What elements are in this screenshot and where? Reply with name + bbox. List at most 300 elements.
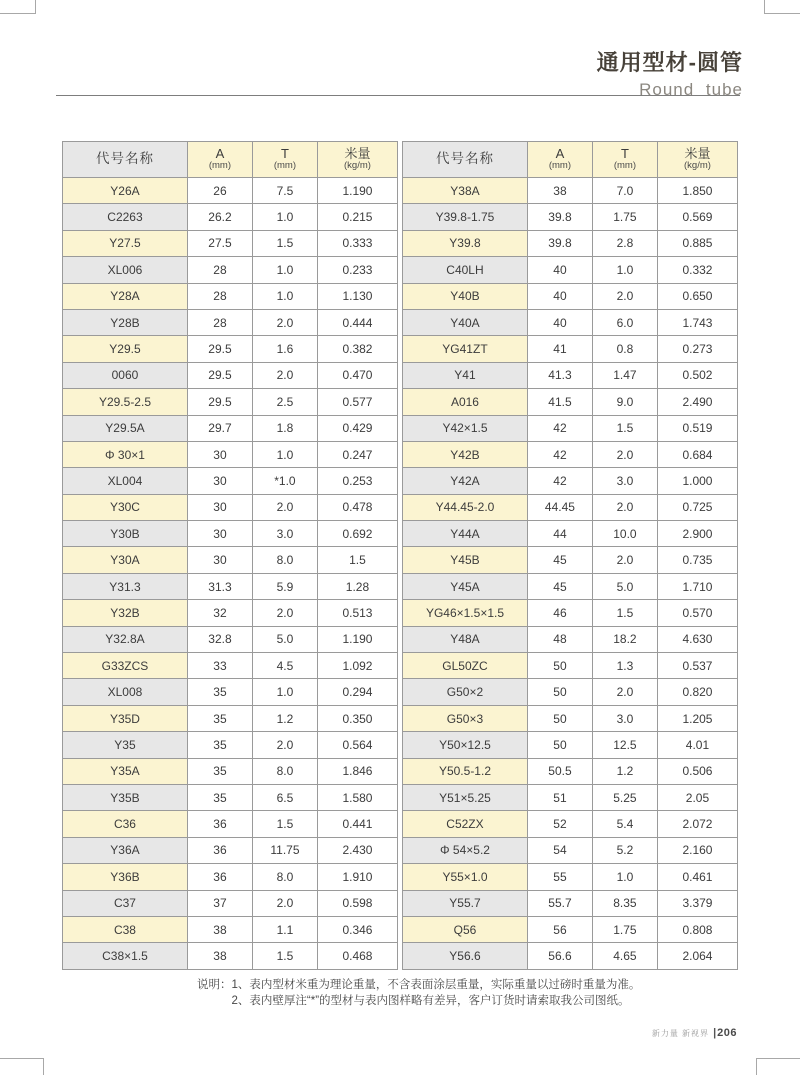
table-row <box>63 916 398 942</box>
column-header-weight: 米量 (kg/m) <box>657 142 737 178</box>
value-cell: 28 <box>187 283 252 309</box>
header-row <box>403 142 738 178</box>
value-cell: 0.820 <box>657 679 737 705</box>
code-name-cell: Y26A <box>63 178 188 204</box>
value-cell: 41.3 <box>527 362 592 388</box>
value-cell: 3.0 <box>252 521 317 547</box>
column-header-name: 代号名称 <box>403 142 528 178</box>
code-name-cell: Y29.5-2.5 <box>63 389 188 415</box>
column-header-a: A (mm) <box>187 142 252 178</box>
table-row <box>63 389 398 415</box>
code-name-cell: C38×1.5 <box>63 943 188 969</box>
table-row <box>403 784 738 810</box>
value-cell: 0.332 <box>657 257 737 283</box>
value-cell: 56 <box>527 916 592 942</box>
code-name-cell: Y39.8 <box>403 230 528 256</box>
value-cell: 42 <box>527 415 592 441</box>
table-row <box>63 943 398 969</box>
table-row <box>403 309 738 335</box>
value-cell: 42 <box>527 441 592 467</box>
code-name-cell: Y40A <box>403 309 528 335</box>
footnotes-items <box>232 977 641 1009</box>
table-row <box>63 468 398 494</box>
value-cell: 1.6 <box>252 336 317 362</box>
table-row <box>63 521 398 547</box>
code-name-cell: C38 <box>63 916 188 942</box>
code-name-cell: Y51×5.25 <box>403 784 528 810</box>
value-cell: 1.5 <box>592 415 657 441</box>
value-cell: 5.9 <box>252 573 317 599</box>
code-name-cell: Y36A <box>63 837 188 863</box>
value-cell: 28 <box>187 257 252 283</box>
value-cell: 0.233 <box>317 257 397 283</box>
table-row <box>63 573 398 599</box>
value-cell: 5.25 <box>592 784 657 810</box>
column-header-t: T (mm) <box>252 142 317 178</box>
value-cell: 0.273 <box>657 336 737 362</box>
table-row <box>63 705 398 731</box>
value-cell: 8.35 <box>592 890 657 916</box>
code-name-cell: Y32.8A <box>63 626 188 652</box>
value-cell: 1.75 <box>592 916 657 942</box>
value-cell: 36 <box>187 811 252 837</box>
value-cell: 3.379 <box>657 890 737 916</box>
value-cell: 2.0 <box>252 732 317 758</box>
value-cell: 40 <box>527 257 592 283</box>
value-cell: 1.743 <box>657 309 737 335</box>
value-cell: 55 <box>527 864 592 890</box>
table-row <box>403 415 738 441</box>
code-name-cell: Φ 54×5.2 <box>403 837 528 863</box>
code-name-cell: C52ZX <box>403 811 528 837</box>
value-cell: 1.0 <box>592 257 657 283</box>
value-cell: 0.735 <box>657 547 737 573</box>
table-row <box>403 653 738 679</box>
code-name-cell: Y44.45-2.0 <box>403 494 528 520</box>
value-cell: 35 <box>187 732 252 758</box>
value-cell: 4.5 <box>252 653 317 679</box>
table-row <box>63 178 398 204</box>
value-cell: 27.5 <box>187 230 252 256</box>
crop-mark-bottom-left <box>0 1058 44 1075</box>
value-cell: 2.0 <box>252 494 317 520</box>
table-row <box>63 204 398 230</box>
table-row <box>63 309 398 335</box>
value-cell: 7.0 <box>592 178 657 204</box>
value-cell: 0.444 <box>317 309 397 335</box>
column-header-name: 代号名称 <box>63 142 188 178</box>
value-cell: 1.0 <box>252 204 317 230</box>
value-cell: 45 <box>527 547 592 573</box>
table-row <box>403 230 738 256</box>
value-cell: 1.846 <box>317 758 397 784</box>
page-header <box>597 46 743 100</box>
value-cell: 0.650 <box>657 283 737 309</box>
table-row <box>63 758 398 784</box>
value-cell: 41 <box>527 336 592 362</box>
table-row <box>403 204 738 230</box>
value-cell: 0.569 <box>657 204 737 230</box>
table-row <box>63 494 398 520</box>
table-row <box>63 600 398 626</box>
table-row <box>403 811 738 837</box>
value-cell: 1.47 <box>592 362 657 388</box>
code-name-cell: Y55×1.0 <box>403 864 528 890</box>
code-name-cell: XL008 <box>63 679 188 705</box>
code-name-cell: Y48A <box>403 626 528 652</box>
table-row <box>63 679 398 705</box>
value-cell: 12.5 <box>592 732 657 758</box>
table-row <box>403 389 738 415</box>
code-name-cell: Y45B <box>403 547 528 573</box>
value-cell: 1.000 <box>657 468 737 494</box>
page-title: 通用型材-圆管 <box>596 50 743 75</box>
value-cell: 1.130 <box>317 283 397 309</box>
code-name-cell: Y45A <box>403 573 528 599</box>
value-cell: 39.8 <box>527 204 592 230</box>
value-cell: 2.0 <box>252 362 317 388</box>
code-name-cell: Y35 <box>63 732 188 758</box>
value-cell: 18.2 <box>592 626 657 652</box>
code-name-cell: Φ 30×1 <box>63 441 188 467</box>
footnote-line: 1、表内型材米重为理论重量，不含表面涂层重量，实际重量以过磅时重量为准。 <box>231 979 641 991</box>
code-name-cell: Y39.8-1.75 <box>403 204 528 230</box>
table-row <box>403 916 738 942</box>
code-name-cell: Y29.5 <box>63 336 188 362</box>
value-cell: 48 <box>527 626 592 652</box>
value-cell: 0.470 <box>317 362 397 388</box>
value-cell: 29.7 <box>187 415 252 441</box>
code-name-cell: Y42×1.5 <box>403 415 528 441</box>
value-cell: 35 <box>187 679 252 705</box>
table-row <box>63 230 398 256</box>
table-row <box>403 257 738 283</box>
value-cell: 50 <box>527 653 592 679</box>
value-cell: 51 <box>527 784 592 810</box>
value-cell: 2.0 <box>592 547 657 573</box>
table-row <box>63 547 398 573</box>
value-cell: 1.0 <box>592 864 657 890</box>
value-cell: 2.072 <box>657 811 737 837</box>
column-header-t: T (mm) <box>592 142 657 178</box>
table-row <box>403 468 738 494</box>
value-cell: 1.190 <box>317 178 397 204</box>
table-row <box>63 732 398 758</box>
table-row <box>403 362 738 388</box>
value-cell: 2.064 <box>657 943 737 969</box>
value-cell: 0.502 <box>657 362 737 388</box>
value-cell: 5.2 <box>592 837 657 863</box>
value-cell: 1.5 <box>252 943 317 969</box>
value-cell: 1.190 <box>317 626 397 652</box>
code-name-cell: Y30A <box>63 547 188 573</box>
value-cell: 2.490 <box>657 389 737 415</box>
value-cell: 44.45 <box>527 494 592 520</box>
value-cell: 0.725 <box>657 494 737 520</box>
value-cell: 32 <box>187 600 252 626</box>
value-cell: 2.8 <box>592 230 657 256</box>
table-row <box>63 336 398 362</box>
value-cell: 1.0 <box>252 257 317 283</box>
value-cell: 1.5 <box>252 811 317 837</box>
code-name-cell: Y42B <box>403 441 528 467</box>
value-cell: 1.2 <box>592 758 657 784</box>
table-row <box>403 600 738 626</box>
table-row <box>63 626 398 652</box>
table-row <box>403 336 738 362</box>
value-cell: 40 <box>527 283 592 309</box>
value-cell: 1.092 <box>317 653 397 679</box>
value-cell: 36 <box>187 864 252 890</box>
value-cell: 8.0 <box>252 758 317 784</box>
value-cell: 50 <box>527 732 592 758</box>
code-name-cell: XL006 <box>63 257 188 283</box>
table-row <box>63 837 398 863</box>
value-cell: 5.4 <box>592 811 657 837</box>
value-cell: 28 <box>187 309 252 335</box>
table-row <box>403 573 738 599</box>
value-cell: 4.01 <box>657 732 737 758</box>
value-cell: 35 <box>187 784 252 810</box>
value-cell: 0.8 <box>592 336 657 362</box>
code-name-cell: Y44A <box>403 521 528 547</box>
code-name-cell: Y29.5A <box>63 415 188 441</box>
value-cell: 29.5 <box>187 389 252 415</box>
code-name-cell: Y27.5 <box>63 230 188 256</box>
column-header-a: A (mm) <box>527 142 592 178</box>
table-row <box>63 784 398 810</box>
header-rule <box>56 95 740 96</box>
value-cell: 37 <box>187 890 252 916</box>
code-name-cell: YG46×1.5×1.5 <box>403 600 528 626</box>
table-row <box>63 441 398 467</box>
code-name-cell: C40LH <box>403 257 528 283</box>
value-cell: 0.461 <box>657 864 737 890</box>
value-cell: 1.75 <box>592 204 657 230</box>
value-cell: 2.0 <box>592 441 657 467</box>
value-cell: 2.0 <box>252 309 317 335</box>
value-cell: 0.247 <box>317 441 397 467</box>
table-header <box>63 142 398 178</box>
value-cell: 40 <box>527 309 592 335</box>
value-cell: 6.0 <box>592 309 657 335</box>
brand-slogan: 新力量 新视界 <box>651 1028 710 1038</box>
table-row <box>403 521 738 547</box>
value-cell: 2.160 <box>657 837 737 863</box>
value-cell: 2.0 <box>592 679 657 705</box>
value-cell: 35 <box>187 758 252 784</box>
value-cell: 33 <box>187 653 252 679</box>
value-cell: 45 <box>527 573 592 599</box>
value-cell: 39.8 <box>527 230 592 256</box>
value-cell: 44 <box>527 521 592 547</box>
value-cell: 7.5 <box>252 178 317 204</box>
value-cell: 0.253 <box>317 468 397 494</box>
table-body-left <box>63 178 398 970</box>
code-name-cell: Y28A <box>63 283 188 309</box>
value-cell: 0.441 <box>317 811 397 837</box>
value-cell: 4.65 <box>592 943 657 969</box>
footer-divider: | <box>713 1027 717 1039</box>
code-name-cell: YG41ZT <box>403 336 528 362</box>
value-cell: 1.910 <box>317 864 397 890</box>
header-row <box>63 142 398 178</box>
code-name-cell: C2263 <box>63 204 188 230</box>
table-row <box>63 653 398 679</box>
value-cell: 0.333 <box>317 230 397 256</box>
code-name-cell: Y32B <box>63 600 188 626</box>
table-row <box>403 837 738 863</box>
value-cell: 38 <box>187 943 252 969</box>
value-cell: 1.205 <box>657 705 737 731</box>
value-cell: 1.1 <box>252 916 317 942</box>
code-name-cell: 0060 <box>63 362 188 388</box>
table-row <box>403 547 738 573</box>
value-cell: 30 <box>187 547 252 573</box>
code-name-cell: Y55.7 <box>403 890 528 916</box>
value-cell: 36 <box>187 837 252 863</box>
table-row <box>63 362 398 388</box>
value-cell: 52 <box>527 811 592 837</box>
value-cell: 0.519 <box>657 415 737 441</box>
value-cell: 5.0 <box>592 573 657 599</box>
code-name-cell: Y41 <box>403 362 528 388</box>
value-cell: 0.577 <box>317 389 397 415</box>
value-cell: 2.900 <box>657 521 737 547</box>
code-name-cell: Y31.3 <box>63 573 188 599</box>
table-row <box>403 626 738 652</box>
value-cell: 5.0 <box>252 626 317 652</box>
table-row <box>403 178 738 204</box>
value-cell: 0.598 <box>317 890 397 916</box>
page-subtitle: Round tube <box>639 80 743 99</box>
footnotes <box>197 977 640 1009</box>
value-cell: 2.0 <box>252 890 317 916</box>
value-cell: 1.0 <box>252 679 317 705</box>
value-cell: 0.346 <box>317 916 397 942</box>
value-cell: 0.570 <box>657 600 737 626</box>
table-body-right <box>403 178 738 970</box>
value-cell: 30 <box>187 521 252 547</box>
code-name-cell: Y50×12.5 <box>403 732 528 758</box>
value-cell: 42 <box>527 468 592 494</box>
value-cell: 26.2 <box>187 204 252 230</box>
value-cell: 50 <box>527 705 592 731</box>
value-cell: 10.0 <box>592 521 657 547</box>
table-row <box>403 943 738 969</box>
value-cell: 2.5 <box>252 389 317 415</box>
table-row <box>403 441 738 467</box>
value-cell: 29.5 <box>187 336 252 362</box>
value-cell: 30 <box>187 468 252 494</box>
value-cell: 29.5 <box>187 362 252 388</box>
value-cell: 0.537 <box>657 653 737 679</box>
value-cell: 38 <box>187 916 252 942</box>
value-cell: 1.3 <box>592 653 657 679</box>
value-cell: 1.2 <box>252 705 317 731</box>
value-cell: 38 <box>527 178 592 204</box>
value-cell: 4.630 <box>657 626 737 652</box>
value-cell: 30 <box>187 441 252 467</box>
value-cell: 0.294 <box>317 679 397 705</box>
table-row <box>63 283 398 309</box>
code-name-cell: XL004 <box>63 468 188 494</box>
table-row <box>63 811 398 837</box>
value-cell: 41.5 <box>527 389 592 415</box>
code-name-cell: Y30C <box>63 494 188 520</box>
value-cell: 46 <box>527 600 592 626</box>
value-cell: 50.5 <box>527 758 592 784</box>
crop-mark-bottom-right <box>756 1058 800 1075</box>
spec-table-left <box>62 141 398 970</box>
code-name-cell: Y35B <box>63 784 188 810</box>
value-cell: 9.0 <box>592 389 657 415</box>
page-footer <box>652 1027 737 1039</box>
code-name-cell: C37 <box>63 890 188 916</box>
spec-table-right <box>402 141 738 970</box>
footnotes-label: 说明： <box>197 979 232 991</box>
code-name-cell: Y35A <box>63 758 188 784</box>
table-row <box>63 415 398 441</box>
table-header <box>403 142 738 178</box>
value-cell: 54 <box>527 837 592 863</box>
value-cell: 0.429 <box>317 415 397 441</box>
crop-mark-top-left <box>0 0 36 14</box>
code-name-cell: Y56.6 <box>403 943 528 969</box>
code-name-cell: G33ZCS <box>63 653 188 679</box>
code-name-cell: Y30B <box>63 521 188 547</box>
table-row <box>403 890 738 916</box>
value-cell: 1.580 <box>317 784 397 810</box>
value-cell: 0.885 <box>657 230 737 256</box>
value-cell: 3.0 <box>592 705 657 731</box>
code-name-cell: Y42A <box>403 468 528 494</box>
code-name-cell: C36 <box>63 811 188 837</box>
value-cell: 1.0 <box>252 441 317 467</box>
value-cell: 2.0 <box>592 494 657 520</box>
value-cell: 35 <box>187 705 252 731</box>
value-cell: 8.0 <box>252 547 317 573</box>
table-row <box>403 494 738 520</box>
value-cell: 26 <box>187 178 252 204</box>
value-cell: 0.513 <box>317 600 397 626</box>
value-cell: 0.478 <box>317 494 397 520</box>
value-cell: 0.215 <box>317 204 397 230</box>
value-cell: 32.8 <box>187 626 252 652</box>
footnote-line: 2、表内壁厚注“*”的型材与表内图样略有差异，客户订货时请索取我公司图纸。 <box>231 995 630 1007</box>
value-cell: 1.710 <box>657 573 737 599</box>
table-row <box>403 679 738 705</box>
value-cell: 0.692 <box>317 521 397 547</box>
value-cell: 11.75 <box>252 837 317 863</box>
value-cell: 55.7 <box>527 890 592 916</box>
code-name-cell: Y38A <box>403 178 528 204</box>
spec-tables <box>62 141 738 970</box>
code-name-cell: Y50.5-1.2 <box>403 758 528 784</box>
code-name-cell: A016 <box>403 389 528 415</box>
code-name-cell: GL50ZC <box>403 653 528 679</box>
table-row <box>403 864 738 890</box>
value-cell: 2.430 <box>317 837 397 863</box>
value-cell: 2.0 <box>252 600 317 626</box>
table-row <box>63 864 398 890</box>
value-cell: 1.5 <box>592 600 657 626</box>
value-cell: 0.468 <box>317 943 397 969</box>
table-row <box>403 283 738 309</box>
value-cell: 1.28 <box>317 573 397 599</box>
value-cell: 31.3 <box>187 573 252 599</box>
table-row <box>63 257 398 283</box>
